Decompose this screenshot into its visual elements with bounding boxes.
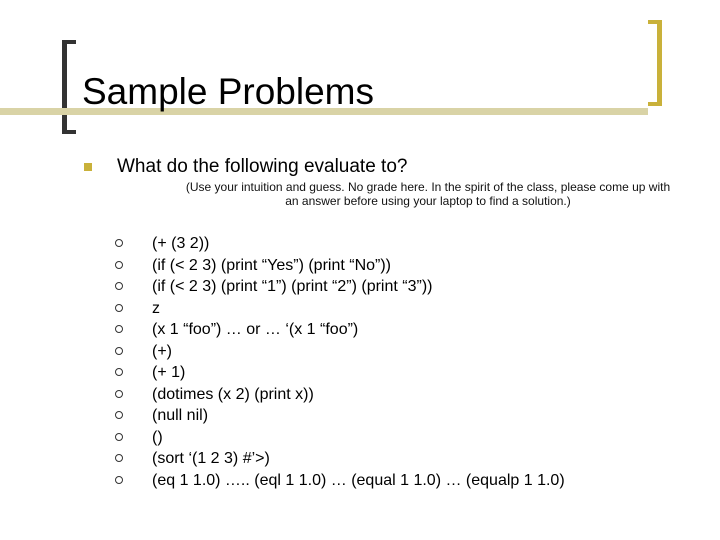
slide-title: Sample Problems (82, 71, 375, 112)
problem-expression: (+) (152, 342, 172, 360)
circle-bullet-icon (115, 368, 123, 376)
left-bracket-decoration (62, 40, 76, 134)
circle-bullet-icon (115, 347, 123, 355)
problem-expression: (+ 1) (152, 364, 186, 381)
circle-bullet-icon (115, 304, 123, 312)
problem-expression: (if (< 2 3) (print “1”) (print “2”) (print “3”)) (152, 278, 433, 295)
problem-expression: (eq 1 1.0) ….. (eql 1 1.0) … (equal 1 1.0) … (equalp 1 1.0) (152, 471, 565, 489)
circle-bullet-icon (115, 325, 123, 333)
question-text: What do the following evaluate to? (117, 156, 408, 177)
circle-bullet-icon (115, 239, 123, 247)
problem-expression: (x 1 “foo”) … or … ‘(x 1 “foo”) (152, 321, 359, 338)
circle-bullet-icon (115, 282, 123, 290)
circle-bullet-icon (115, 433, 123, 441)
circle-bullet-icon (115, 411, 123, 419)
problem-expression: (dotimes (x 2) (print x)) (152, 385, 314, 403)
square-bullet-icon (84, 163, 92, 171)
problem-expression: (sort ‘(1 2 3) #’>) (152, 450, 270, 467)
problem-expression: () (152, 428, 163, 446)
problem-expression: (+ (3 2)) (152, 235, 210, 252)
problem-expression: (if (< 2 3) (print “Yes”) (print “No”)) (152, 256, 391, 274)
circle-bullet-icon (115, 454, 123, 462)
circle-bullet-icon (115, 476, 123, 484)
circle-bullet-icon (115, 390, 123, 398)
problem-expression: z (152, 299, 160, 317)
circle-bullet-icon (115, 261, 123, 269)
problem-expression: (null nil) (152, 407, 209, 424)
instruction-note: (Use your intuition and guess. No grade here. In the spirit of the class, please come up with an answer before using your laptop to find a solution.) (185, 180, 671, 208)
right-bracket-decoration (648, 20, 662, 106)
